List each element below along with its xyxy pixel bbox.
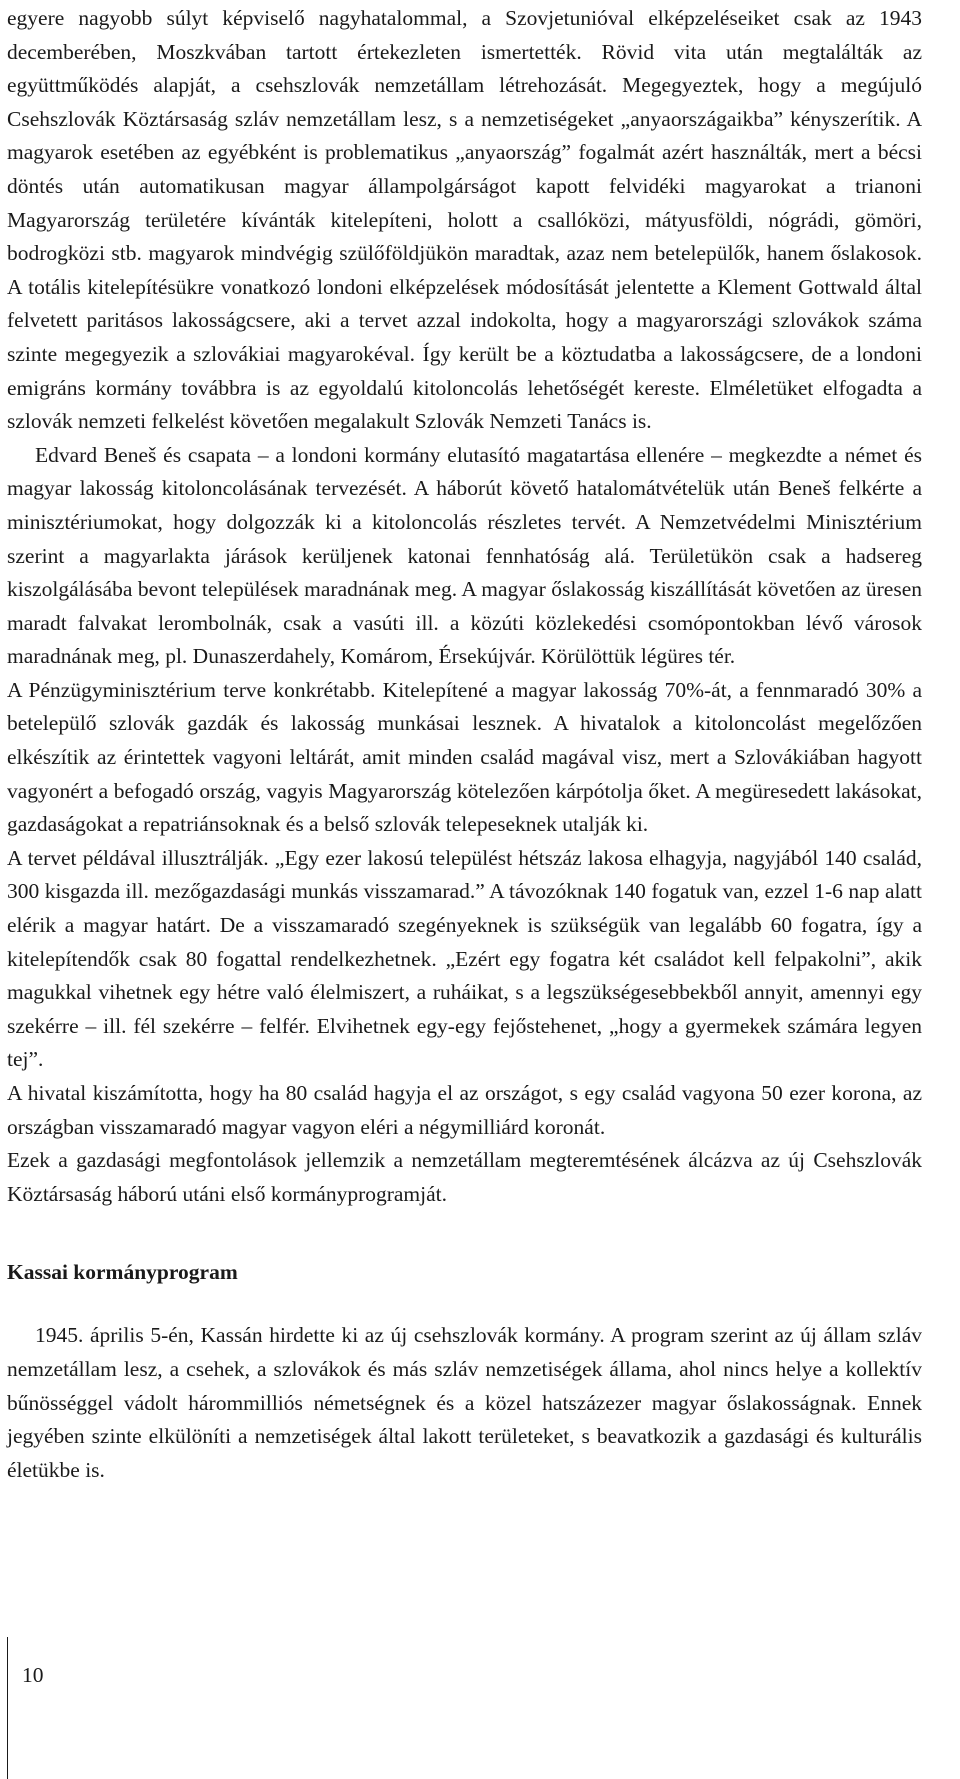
body-paragraph-5: A hivatal kiszámította, hogy ha 80 család hagyja el az országot, s egy család vagyona 50 ezer korona, az országban visszamaradó magyar vagyon eléri a négymilliárd koronát. bbox=[7, 1081, 922, 1139]
body-paragraph-4: A tervet példával illusztrálják. „Egy ezer lakosú települést hétszáz lakosa elhagyja, nagyjából 140 család, 300 kisgazda ill. mezőgazdasági munkás visszamarad.” A távozóknak 140 fogatuk van, ezzel 1-6 nap alatt elérik a magyar határt. De a visszamaradó szegényeknek is szükségük van legalább 60 fogatra, így a kitelepítendők csak 80 fogattal rendelkezhetnek. „Ezért egy fogatra két családot kell felpakolni”, akik magukkal vihetnek egy hétre való élelmiszert, a ruháikat, s a legszükségesebbekből annyit, amennyi egy szekérre – ill. fél szekérre – felfér. Elvihetnek egy-egy fejőstehenet, „hogy a gyermekek számára legyen tej”. bbox=[7, 845, 922, 1072]
page-number-rule bbox=[7, 1637, 8, 1779]
section-paragraph: 1945. április 5-én, Kassán hirdette ki az új csehszlovák kormány. A program szerint az új állam szláv nemzetállam lesz, a csehek, a szlovákok és más szláv nemzetiségek állama, ahol nincs helye a kollektív bűnösséggel vádolt hárommilliós németségnek és a közel hatszázezer magyar őslakosságnak. Ennek jegyében szinte elkülöníti a nemzetiségek által lakott területeket, s beavatkozik a gazdasági és kulturális életükbe is. bbox=[7, 1323, 922, 1482]
document-page bbox=[7, 2, 922, 1487]
body-paragraph-2: Edvard Beneš és csapata – a londoni kormány elutasító magatartása ellenére – megkezdte a német és magyar lakosság kitoloncolásának tervezését. A háborút követő hatalomátvételük után Beneš felkérte a minisztériumokat, hogy dolgozzák ki a kitoloncolás részletes tervét. A Nemzetvédelmi Minisztérium szerint a magyarlakta járások kerüljenek katonai fennhatóság alá. Területükön csak a hadsereg kiszolgálásába bevont települések maradnának meg. A magyar őslakosság kiszállítását követően az üresen maradt falvakat lerombolnák, csak a vasúti ill. a közúti közlekedési csomópontokban lévő városok maradnának meg, pl. Dunaszerdahely, Komárom, Érsekújvár. Körülöttük légüres tér. bbox=[7, 442, 922, 669]
body-paragraph-1: egyere nagyobb súlyt képviselő nagyhatalommal, a Szovjetunióval elképzeléseiket csak az 1943 decemberében, Moszkvában tartott értekezleten ismertették. Rövid vita után megtalálták az együttműködés alapját, a csehszlovák nemzetállam létrehozását. Megegyeztek, hogy a megújuló Csehszlovák Köztársaság szláv nemzetállam lesz, s a nemzetiségeket „anyaországaikba” kényszerítik. A magyarok esetében az egyébként is problematikus „anyaország” fogalmát azért használták, mert a bécsi döntés után automatikusan magyar állampolgárságot kapott felvidéki magyarokat a trianoni Magyarország területére kívánták kitelepíteni, holott a csallóközi, mátyusföldi, nógrádi, gömöri, bodrogközi stb. magyarok mindvégig szülőföldjükön maradtak, azaz nem betelepülők, hanem őslakosok. A totális kitelepítésükre vonatkozó londoni elképzelések módosítását jelentette a Klement Gottwald által felvetett paritásos lakosságcsere, aki a tervet azzal indokolta, hogy a magyarországi szlovákok száma szinte megegyezik a szlovákiai magyarokéval. Így került be a köztudatba a lakosságcsere, de a londoni emigráns kormány továbbra is az egyoldalú kitoloncolás lehetőségét kereste. Elméletüket elfogadta a szlovák nemzeti felkelést követően megalakult Szlovák Nemzeti Tanács is. bbox=[7, 6, 922, 434]
page-number: 10 bbox=[22, 1663, 44, 1687]
section-heading: Kassai kormányprogram bbox=[7, 1260, 238, 1285]
body-paragraph-6: Ezek a gazdasági megfontolások jellemzik a nemzetállam megteremtésének álcázva az új Csehszlovák Köztársaság háború utáni első kormányprogramját. bbox=[7, 1148, 922, 1206]
body-paragraph-3: A Pénzügyminisztérium terve konkrétabb. Kitelepítené a magyar lakosság 70%-át, a fennmaradó 30% a betelepülő szlovák gazdák és lakosság munkásai lesznek. A hivatalok a kitoloncolást megelőzően elkészítik az érintettek vagyoni leltárát, amit minden család magával visz, mert a Szlovákiában hagyott vagyonért a befogadó ország, vagyis Magyarország kötelezően kárpótolja őket. A megüresedett lakásokat, gazdaságokat a repatriánsoknak és a belső szlovák telepeseknek utalják ki. bbox=[7, 677, 922, 837]
